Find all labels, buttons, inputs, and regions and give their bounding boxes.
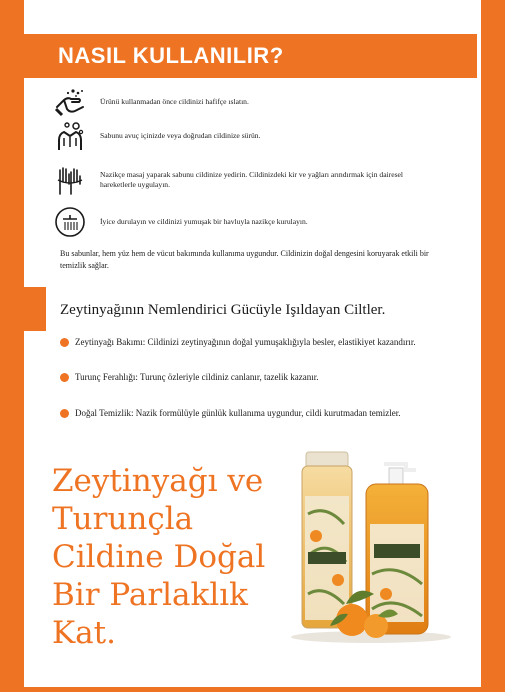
headline-line: Turunçla [52, 501, 194, 537]
step-item [52, 118, 420, 154]
how-to-use-banner [24, 34, 477, 78]
section-accent-bar [24, 287, 46, 331]
massage-hands-icon [52, 162, 88, 198]
headline-line: Zeytinyağı ve [52, 463, 264, 499]
benefit-item [60, 372, 319, 382]
benefit-text: Turunç Ferahlığı: Turunç özleriyle cildiniz canlanır, tazelik kazanır. [75, 372, 319, 382]
section-title: Zeytinyağının Nemlendirici Gücüyle Işıldayan Ciltler. [60, 302, 386, 318]
bullet-dot-icon [60, 409, 69, 418]
step-text: Sabunu avuç içinizde veya doğrudan cildinize sürün. [100, 131, 261, 140]
soap-hands-icon [52, 118, 88, 154]
step-text: İyice durulayın ve cildinizi yumuşak bir havluyla nazikçe kurulayın. [100, 217, 308, 226]
intro-text: Bu sabunlar, hem yüz hem de vücut bakımında kullanıma uygundur. Cildinizin doğal dengesini koruyarak etkili bir temizlik sağlar. [60, 249, 429, 270]
product-bottles-image [286, 444, 456, 644]
step-item [52, 162, 420, 198]
headline-line: Kat. [52, 615, 116, 651]
headline-line: Cildine Doğal [52, 539, 266, 575]
banner-title: NASIL KULLANILIR? [58, 43, 284, 68]
step-item [52, 84, 420, 120]
bullet-dot-icon [60, 338, 69, 347]
step-text: Nazikçe masaj yaparak sabunu cildinize yedirin. Cildinizdeki kir ve yağları arındırmak için dairesel hareketlerle uygulayın. [100, 170, 404, 189]
benefit-text: Doğal Temizlik: Nazik formülüyle günlük kullanıma uygundur, cildi kurutmadan temizler. [75, 408, 401, 418]
hands-washing-icon [52, 84, 88, 120]
benefit-text: Zeytinyağı Bakımı: Cildinizi zeytinyağının doğal yumuşaklığıyla besler, elastikiyet kazandırır. [75, 337, 416, 347]
headline [52, 462, 282, 652]
shower-icon [52, 204, 88, 240]
bullet-dot-icon [60, 373, 69, 382]
step-text: Ürünü kullanmadan önce cildinizi hafifçe ıslatın. [100, 97, 249, 106]
benefit-item [60, 408, 401, 418]
benefit-item [60, 337, 416, 347]
headline-line: Bir Parlaklık [52, 577, 248, 613]
step-item [52, 204, 420, 240]
